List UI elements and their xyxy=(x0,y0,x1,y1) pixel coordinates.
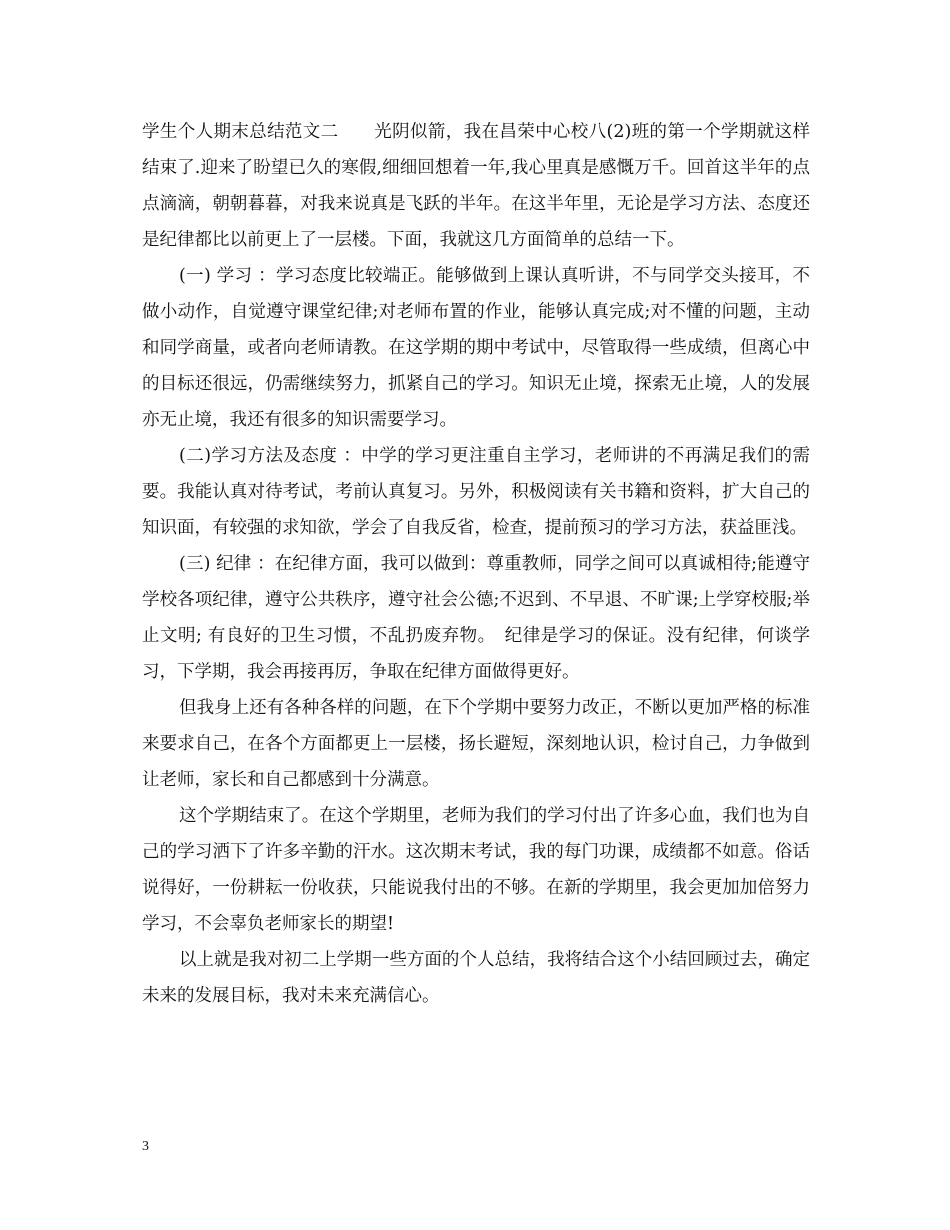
page-number: 3 xyxy=(142,1139,149,1154)
paragraph-conclusion: 以上就是我对初二上学期一些方面的个人总结，我将结合这个小结回顾过去，确定未来的发展目标，我对未来充满信心。 xyxy=(142,950,810,1006)
paragraph-problems: 但我身上还有各种各样的问题，在下个学期中要努力改正，不断以更加严格的标准来要求自己，在各个方面都更上一层楼，扬长避短，深刻地认识，检讨自己，力争做到让老师，家长和自己都感到十分满意。 xyxy=(142,698,810,790)
paragraph-intro: 学生个人期末总结范文二 光阴似箭，我在昌荣中心校八(2)班的第一个学期就这样结束了.迎来了盼望已久的寒假,细细回想着一年,我心里真是感慨万千。回首这半年的点点滴滴，朝朝暮暮，对我来说真是飞跃的半年。在这半年里，无论是学习方法、态度还是纪律都比以前更上了一层楼。下面，我就这几方面简单的总结一下。 xyxy=(142,122,810,250)
paragraph-discipline: (三) 纪律 ：在纪律方面，我可以做到：尊重教师，同学之间可以真诚相待;能遵守学校各项纪律，遵守公共秩序，遵守社会公德;不迟到、不早退、不旷课;上学穿校服;举止文明; 有良好的卫生习惯，不乱扔废弃物。 纪律是学习的保证。没有纪律，何谈学习，下学期，我会再接再厉，争取在纪律方面做得更好。 xyxy=(142,554,810,682)
document-body xyxy=(142,114,810,1014)
paragraph-study: (一) 学习 ：学习态度比较端正。能够做到上课认真听讲，不与同学交头接耳，不做小动作，自觉遵守课堂纪律;对老师布置的作业，能够认真完成;对不懂的问题，主动和同学商量，或者向老师请教。在这学期的期中考试中，尽管取得一些成绩，但离心中的目标还很远，仍需继续努力，抓紧自己的学习。知识无止境，探索无止境，人的发展亦无止境，我还有很多的知识需要学习。 xyxy=(142,266,810,430)
paragraph-semester-end: 这个学期结束了。在这个学期里，老师为我们的学习付出了许多心血，我们也为自己的学习洒下了许多辛勤的汗水。这次期末考试，我的每门功课，成绩都不如意。俗话说得好，一份耕耘一份收获，只能说我付出的不够。在新的学期里，我会更加加倍努力学习，不会辜负老师家长的期望! xyxy=(142,806,810,934)
paragraph-study-method: (二)学习方法及态度 ：中学的学习更注重自主学习，老师讲的不再满足我们的需要。我能认真对待考试，考前认真复习。另外，积极阅读有关书籍和资料，扩大自己的知识面，有较强的求知欲，学会了自我反省，检查，提前预习的学习方法，获益匪浅。 xyxy=(142,446,810,538)
